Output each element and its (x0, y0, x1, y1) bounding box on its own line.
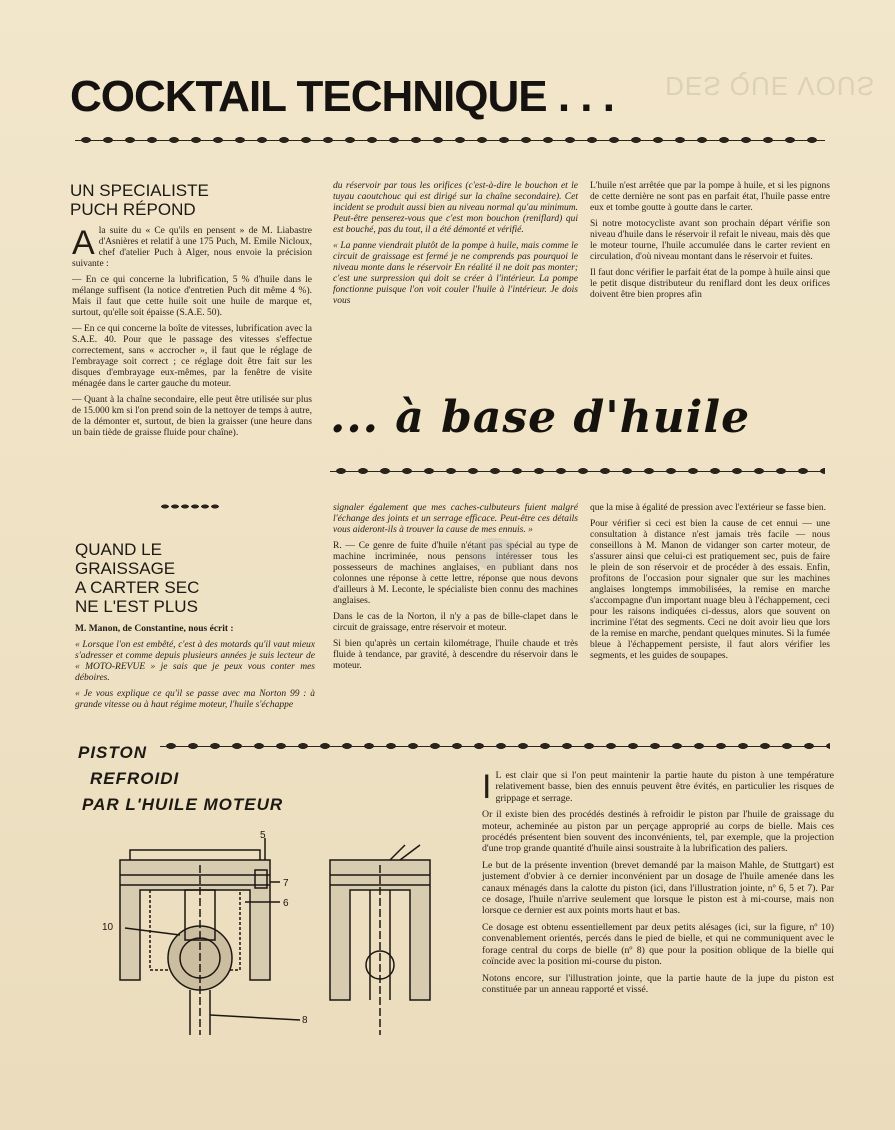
section1-col2 (333, 181, 578, 312)
section2-heading-line: QUAND LE (75, 540, 162, 559)
paragraph: Dans le cas de la Norton, il n'y a pas de bille-clapet dans le circuit de graissage, entre réservoir et moteur. (333, 612, 578, 633)
paragraph: « Je vous explique ce qu'il se passe avec ma Norton 99 : à grande vitesse ou à haut régime moteur, l'huile s'échappe (75, 689, 315, 710)
figure-label: 10 (102, 922, 114, 933)
paragraph: Il faut donc vérifier le parfait état de la pompe à huile ainsi que le petit disque distributeur du reniflard dont les deux orifices doivent être bien propres afin (590, 268, 830, 300)
section1-col3 (590, 181, 830, 306)
paragraph: signaler également que mes caches-culbuteurs fuient malgré l'échange des joints et un serrage efficace. Peut-être ces détails vous aideront-ils à trouver la cause de mes ennuis. » (333, 503, 578, 535)
ornament-divider (160, 504, 220, 509)
page-title: COCKTAIL TECHNIQUE . . . (70, 72, 614, 121)
paragraph: que la mise à égalité de pression avec l'extérieur se fasse bien. (590, 503, 826, 513)
paragraph: du réservoir par tous les orifices (c'est-à-dire le bouchon et le tuyau caoutchouc qui est dirigé sur la chaîne secondaire). Cet incident se produit aussi bien au niveau normal qu'au minimum. Peut-être penserez-vous que c'est mon bouchon (reniflard) qui est bouché, pas du tout, il a été démonté et vérifié. (333, 181, 578, 235)
huile-divider (330, 467, 825, 475)
section3-heading-line: REFROIDI (90, 769, 180, 788)
paragraph: — En ce qui concerne la boîte de vitesses, lubrification avec la S.A.E. 40. Pour que le passage des vitesses s'effectue correctement, sans « accrocher », il faut que le réglage de l'embrayage soit correct ; ce réglage doit être fait sur les disques d'embrayage eux-mêmes, par la fenêtre de visite ménagée dans le carter gauche du moteur. (72, 324, 312, 389)
section2-heading (75, 540, 199, 616)
section2-heading-line: NE L'EST PLUS (75, 597, 198, 616)
paragraph: Notons encore, sur l'illustration jointe, que la partie haute de la jupe du piston est constituée par un anneau rapporté et vissé. (482, 972, 834, 995)
paragraph: L'huile n'est arrêtée que par la pompe à huile, et si les pignons de cette dernière ne sont pas en parfait état, l'huile passe entre eux et tombe goutte à goutte dans le carter. (590, 181, 830, 213)
paragraph: I L est clair que si l'on peut maintenir la partie haute du piston à une température relativement basse, bien des ennuis peuvent être évités, en particulier les risques de grippage et serrage. (482, 768, 834, 806)
dropcap: I (482, 768, 492, 806)
figure-label: 5 (260, 830, 266, 841)
paragraph: Ala suite du « Ce qu'ils en pensent » de M. Liabastre d'Asnières et relatif à une 175 Puch, M. Emile Nicloux, chef d'atelier Puch à Alger, nous envoie la précision suivante : (72, 224, 312, 269)
paragraph: — Quant à la chaîne secondaire, elle peut être utilisée sur plus de 15.000 km si l'on prend soin de la nettoyer de temps à autre, de la démonter et, surtout, de bien la graisser (une heure dans un bain tiède de graisse fluide pour chaîne). (72, 395, 312, 438)
paragraph: Si bien qu'après un certain kilométrage, l'huile chaude et très fluide à tendance, par gravité, à descendre du réservoir dans le moteur. (333, 639, 578, 671)
paragraph: — En ce qui concerne la lubrification, 5 % d'huile dans le mélange suffisent (la notice d'entretien Puch dit même 4 %). Mais il faut que cette huile soit une huile de marque et, surtout, qu'elle soit épaisse (S.A.E. 50). (72, 275, 312, 318)
paragraph: M. Manon, de Constantine, nous écrit : (75, 624, 234, 634)
section1-heading-line1: UN SPECIALISTE (70, 181, 209, 200)
section1-col1 (72, 226, 312, 444)
figure-label: 8 (302, 1015, 308, 1026)
section1-heading-line2: PUCH RÉPOND (70, 200, 196, 219)
paragraph: Or il existe bien des procédés destinés à refroidir le piston par l'huile de graissage du moteur, acheminée au piston par un perçage approprié au corps de bielle. Mais ces procédés présentent bien souvent des inconvénients, tel, par exemple, que la projection d'une trop grande quantité d'huile ainsi soustraite à la lubrification des paliers. (482, 809, 834, 855)
huile-title: ... à base d'huile (330, 392, 751, 443)
paragraph: Si notre motocycliste avant son prochain départ vérifie son niveau d'huile dans le réservoir il refait le niveau, mais dès que le moteur tourne, l'huile accumulée dans le carter revient en circulation, d'où niveau montant dans le réservoir et fuites. (590, 219, 830, 262)
section3-text (482, 770, 834, 1000)
section2-heading-line: A CARTER SEC (75, 578, 200, 597)
bleed-through-text: DES QUE VOUS (665, 71, 875, 101)
section1-heading (70, 181, 209, 219)
section3-heading-line: PAR L'HUILE MOTEUR (82, 795, 284, 814)
ink-stamp-mark (470, 538, 520, 570)
figure-label: 6 (283, 898, 289, 909)
paragraph: Ce dosage est obtenu essentiellement par deux petits alésages (ici, sur la figure, nº 10) convenablement orientés, percés dans le pied de bielle, et qui ne communiquent avec le forage central du corps de bielle (nº 8) que pour la position oblique de la bielle qui coïncide avec la position mi-course du piston. (482, 921, 834, 968)
paragraph: R. — Ce genre de fuite d'huile n'étant pas spécial au type de machine incriminée, nous pensons intéresser tous les possesseurs de machines anglaises, en publiant dans nos colonnes une réponse à cette lettre, réponse que nous devons d'ailleurs à M. Leconte, le spécialiste bien connu des machines anglaises. (333, 541, 578, 606)
title-divider (75, 136, 825, 144)
section2-col3 (590, 503, 830, 667)
paragraph: « Lorsque l'on est embêté, c'est à des motards qu'il vaut mieux s'adresser et comme depuis plusieurs années je suis lecteur de « MOTO-REVUE » je sais que je peux vous conter mes déboires. (75, 640, 315, 683)
dropcap: A (72, 224, 95, 262)
piston-diagram (90, 830, 450, 1040)
section2-col2 (333, 503, 578, 677)
paragraph: Pour vérifier si ceci est bien la cause de cet ennui — une consultation à distance n'est jamais très facile — nous conseillons à M. Manon de vidanger son carter moteur, de s'assurer ainsi que celui-ci est pratiquement sec, puis de faire le plein de son réservoir et de procéder à des essais. Enfin, profitons de l'occasion pour signaler que sur les machines anglaises longtemps immobilisées, la remise en marche s'accompagne d'un important nuage bleu à l'échappement, ceci pour les raisons indiquées ci-dessus, alors que souvent on incrimine l'état des segments. Ceci ne doit avoir lieu que lors de la remise en marche, pendant quelques minutes. Si la fumée bleue à l'échappement persiste, il faut alors vérifier les segments, et les guides de soupapes. (590, 519, 830, 661)
paragraph: « La panne viendrait plutôt de la pompe à huile, mais comme le circuit de graissage est fermé je ne comprends pas pourquoi le niveau monte dans le réservoir En réalité il ne doit pas monter; c'est une surpression qui doit se créer à l'intérieur. La pompe fonctionne puisque l'on voit couler l'huile à l'intérieur. Je dois vous (333, 241, 578, 306)
section3-heading (78, 740, 283, 818)
section2-heading-line: GRAISSAGE (75, 559, 176, 578)
section3-heading-line: PISTON (78, 743, 147, 762)
figure-label: 7 (283, 878, 289, 889)
paragraph: Le but de la présente invention (brevet demandé par la maison Mahle, de Stuttgart) est justement d'obvier à ce dernier inconvénient par un dosage de l'huile amenée dans les canaux ménagés dans la calotte du piston (ici, dans l'illustration jointe, nº 6, 5 et 7). Par ce dosage, l'huile n'arrive seulement que lorsque le piston est à mi-course, mais non lorsque ce dernier est aux points morts haut et bas. (482, 859, 834, 917)
section2-col1 (75, 624, 315, 716)
